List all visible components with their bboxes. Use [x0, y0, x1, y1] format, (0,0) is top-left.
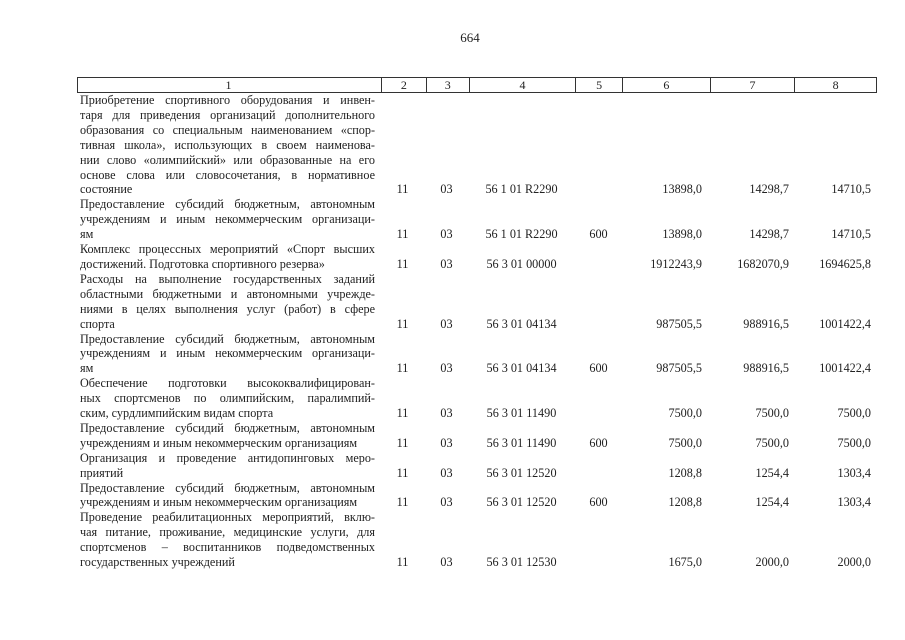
cell-c4: 56 3 01 11490	[486, 406, 557, 421]
cell-c2: 11	[396, 316, 409, 331]
cell-c3: 03	[440, 495, 453, 510]
header-col-7: 7	[710, 78, 795, 92]
cell-c6: 7500,0	[668, 435, 702, 450]
description-line: Организация и проведение антидопинговых меро-	[80, 450, 375, 465]
row-description	[77, 242, 380, 272]
description-line: чая питание, проживание, медицинские услуги, для	[80, 525, 375, 540]
cell-c3: 03	[440, 435, 453, 450]
cell-c2: 11	[396, 555, 409, 570]
description-line: образования со специальным наименованием «спор-	[80, 122, 375, 137]
header-col-8: 8	[794, 78, 876, 92]
cell-c3: 03	[440, 361, 453, 376]
table-row	[77, 332, 877, 377]
cell-c4: 56 3 01 04134	[486, 316, 557, 331]
row-description	[77, 421, 380, 451]
cell-c6: 1208,8	[668, 465, 702, 480]
cell-c7: 7500,0	[755, 435, 789, 450]
description-line: ским, сурдлимпийским видам спорта	[80, 406, 274, 421]
cell-c8: 1001422,4	[819, 316, 871, 331]
cell-c3: 03	[440, 465, 453, 480]
header-col-3: 3	[426, 78, 469, 92]
cell-c2: 11	[396, 361, 409, 376]
cell-c7: 1682070,9	[737, 256, 789, 271]
table-body	[77, 93, 877, 570]
table-header	[77, 77, 877, 93]
header-col-4: 4	[469, 78, 576, 92]
cell-c6: 13898,0	[662, 227, 702, 242]
description-line: Расходы на выполнение государственных заданий	[80, 271, 375, 286]
description-line: учреждениям и иным некоммерческим организациям	[80, 435, 358, 450]
cell-c8: 1303,4	[837, 465, 871, 480]
cell-c4: 56 1 01 R2290	[485, 182, 558, 197]
budget-table	[77, 77, 877, 570]
table-row	[77, 451, 877, 481]
description-line: ниями в целях выполнения услуг (работ) в сфере	[80, 301, 375, 316]
description-line: ям	[80, 227, 94, 242]
cell-c7: 14298,7	[749, 182, 789, 197]
table-row	[77, 272, 877, 332]
cell-c2: 11	[396, 435, 409, 450]
cell-c7: 2000,0	[755, 555, 789, 570]
table-row	[77, 93, 877, 197]
row-description	[77, 376, 380, 421]
cell-c3: 03	[440, 555, 453, 570]
cell-c7: 1254,4	[755, 465, 789, 480]
cell-c2: 11	[396, 182, 409, 197]
description-line: Обеспечение подготовки высококвалифицирован-	[80, 376, 375, 391]
description-line: достижений. Подготовка спортивного резерва»	[80, 256, 325, 271]
cell-c4: 56 3 01 12520	[486, 465, 557, 480]
cell-c8: 7500,0	[837, 435, 871, 450]
cell-c3: 03	[440, 256, 453, 271]
row-description	[77, 272, 380, 332]
row-description	[77, 197, 380, 242]
description-line: ных спортсменов по олимпийским, паралимпий-	[80, 391, 375, 406]
cell-c3: 03	[440, 227, 453, 242]
cell-c8: 2000,0	[837, 555, 871, 570]
cell-c7: 14298,7	[749, 227, 789, 242]
cell-c8: 1694625,8	[819, 256, 871, 271]
description-line: областными бюджетными и автономными учрежде-	[80, 286, 375, 301]
cell-c3: 03	[440, 182, 453, 197]
header-col-6: 6	[622, 78, 710, 92]
row-description	[77, 332, 380, 377]
cell-c8: 14710,5	[831, 182, 871, 197]
cell-c4: 56 3 01 12520	[486, 495, 557, 510]
row-description	[77, 510, 380, 570]
description-line: Предоставление субсидий бюджетным, автономным	[80, 420, 375, 435]
description-line: основе слова или словосочетания, в нормативное	[80, 167, 375, 182]
cell-c7: 7500,0	[755, 406, 789, 421]
description-line: Предоставление субсидий бюджетным, автономным	[80, 197, 375, 212]
row-description	[77, 93, 380, 197]
cell-c3: 03	[440, 406, 453, 421]
header-col-5: 5	[575, 78, 622, 92]
table-row	[77, 481, 877, 511]
cell-c7: 1254,4	[755, 495, 789, 510]
header-col-1: 1	[225, 78, 232, 92]
header-col-2: 2	[381, 78, 426, 92]
cell-c8: 1303,4	[837, 495, 871, 510]
cell-c6: 987505,5	[656, 361, 702, 376]
description-line: Комплекс процессных мероприятий «Спорт высших	[80, 242, 375, 257]
description-line: Проведение реабилитационных мероприятий, вклю-	[80, 510, 375, 525]
description-line: приятий	[80, 465, 124, 480]
cell-c6: 7500,0	[668, 406, 702, 421]
cell-c2: 11	[396, 227, 409, 242]
description-line: Приобретение спортивного оборудования и инвен-	[80, 93, 375, 107]
cell-c2: 11	[396, 465, 409, 480]
cell-c6: 987505,5	[656, 316, 702, 331]
cell-c2: 11	[396, 495, 409, 510]
cell-c5: 600	[589, 435, 608, 450]
description-line: спорта	[80, 316, 115, 331]
description-line: учреждениям и иным некоммерческим организаци-	[80, 346, 375, 361]
description-line: тивная школа», использующих в своем наименова-	[80, 137, 375, 152]
cell-c6: 13898,0	[662, 182, 702, 197]
description-line: состояние	[80, 182, 133, 197]
cell-c6: 1675,0	[668, 555, 702, 570]
cell-c5: 600	[589, 361, 608, 376]
description-line: спортсменов – воспитанников подведомственных	[80, 540, 375, 555]
cell-c2: 11	[396, 256, 409, 271]
cell-c7: 988916,5	[743, 316, 789, 331]
table-row	[77, 376, 877, 421]
description-line: ям	[80, 361, 94, 376]
cell-c3: 03	[440, 316, 453, 331]
table-row	[77, 242, 877, 272]
cell-c6: 1912243,9	[650, 256, 702, 271]
cell-c8: 1001422,4	[819, 361, 871, 376]
page-number: 664	[460, 30, 480, 45]
cell-c7: 988916,5	[743, 361, 789, 376]
row-description	[77, 451, 380, 481]
description-line: государственных учреждений	[80, 555, 235, 570]
description-line: учреждениям и иным некоммерческим организаци-	[80, 212, 375, 227]
cell-c4: 56 1 01 R2290	[485, 227, 558, 242]
description-line: нии слово «олимпийский» или образованные на его	[80, 152, 375, 167]
cell-c8: 14710,5	[831, 227, 871, 242]
description-line: учреждениям и иным некоммерческим организациям	[80, 495, 358, 510]
cell-c4: 56 3 01 00000	[486, 256, 557, 271]
description-line: таря для приведения организаций дополнительного	[80, 107, 375, 122]
table-row	[77, 197, 877, 242]
cell-c4: 56 3 01 04134	[486, 361, 557, 376]
cell-c4: 56 3 01 11490	[486, 435, 557, 450]
cell-c4: 56 3 01 12530	[486, 555, 557, 570]
cell-c6: 1208,8	[668, 495, 702, 510]
cell-c2: 11	[396, 406, 409, 421]
row-description	[77, 481, 380, 511]
cell-c5: 600	[589, 227, 608, 242]
description-line: Предоставление субсидий бюджетным, автономным	[80, 480, 375, 495]
table-row	[77, 421, 877, 451]
cell-c5: 600	[589, 495, 608, 510]
cell-c8: 7500,0	[837, 406, 871, 421]
table-row	[77, 510, 877, 570]
description-line: Предоставление субсидий бюджетным, автономным	[80, 331, 375, 346]
